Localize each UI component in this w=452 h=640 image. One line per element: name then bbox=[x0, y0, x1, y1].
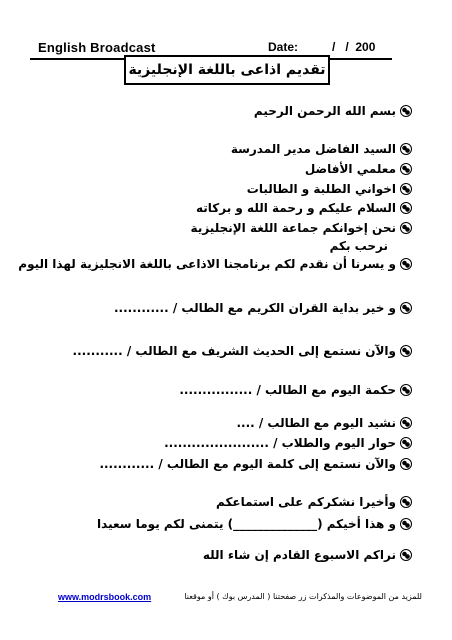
script-line bbox=[18, 255, 412, 273]
globe-bullet-icon bbox=[400, 202, 412, 214]
globe-bullet-icon bbox=[400, 143, 412, 155]
script-line-text: و هذا أخيكم (______________) يتمنى لكم يوما سعيدا bbox=[97, 517, 396, 531]
script-line bbox=[191, 219, 412, 237]
script-line bbox=[231, 140, 412, 158]
script-line bbox=[179, 381, 412, 399]
globe-bullet-icon bbox=[400, 222, 412, 234]
globe-bullet-icon bbox=[400, 458, 412, 470]
script-line bbox=[247, 180, 412, 198]
globe-bullet-icon bbox=[400, 549, 412, 561]
globe-bullet-icon bbox=[400, 183, 412, 195]
globe-bullet-icon bbox=[400, 258, 412, 270]
script-line-text: اخواني الطلبة و الطالبات bbox=[246, 182, 396, 196]
date-slots: / / 200 bbox=[322, 40, 376, 54]
date-label: Date: bbox=[268, 40, 299, 54]
script-line-text: و خير بداية القران الكريم مع الطالب / ............ bbox=[113, 301, 396, 315]
globe-bullet-icon bbox=[400, 437, 412, 449]
script-line bbox=[164, 434, 412, 452]
script-line bbox=[305, 160, 412, 178]
globe-bullet-icon bbox=[400, 417, 412, 429]
script-line-text: وأخيرا نشكركم على استماعكم bbox=[216, 495, 396, 509]
globe-bullet-icon bbox=[400, 345, 412, 357]
script-line-text: نشيد اليوم مع الطالب / .... bbox=[236, 416, 396, 430]
script-line-text: والآن نستمع إلى الحديث الشريف مع الطالب / ........... bbox=[72, 344, 396, 358]
script-line-text: السيد الفاضل مدير المدرسة bbox=[230, 142, 396, 156]
globe-bullet-icon bbox=[400, 163, 412, 175]
script-line bbox=[203, 546, 412, 564]
globe-bullet-icon bbox=[400, 302, 412, 314]
script-line bbox=[216, 493, 412, 511]
script-line bbox=[236, 414, 412, 432]
script-line-text: نرحب بكم bbox=[329, 239, 388, 253]
script-line-text: نراكم الاسبوع القادم إن شاء الله bbox=[202, 548, 396, 562]
script-line-text: والآن نستمع إلى كلمة اليوم مع الطالب / ............ bbox=[99, 457, 396, 471]
script-line bbox=[196, 199, 412, 217]
script-line-text: معلمي الأفاضل bbox=[304, 162, 396, 176]
english-title: English Broadcast bbox=[38, 40, 156, 55]
globe-bullet-icon bbox=[400, 496, 412, 508]
website-link[interactable]: www.modrsbook.com bbox=[58, 592, 152, 602]
footer-note: للمزيد من الموضوعات والمذكرات زر صفحتنا ( المدرس بوك ) أو موقعنا bbox=[184, 592, 422, 601]
script-line bbox=[73, 342, 412, 360]
script-line-text: بسم الله الرحمن الرحيم bbox=[253, 104, 396, 118]
script-line-text: و يسرنا أن نقدم لكم برنامجنا الاذاعى باللغة الانجليزية لهذا اليوم bbox=[18, 257, 396, 271]
script-line bbox=[254, 102, 412, 120]
globe-bullet-icon bbox=[400, 105, 412, 117]
footer bbox=[30, 592, 422, 606]
script-line bbox=[114, 299, 412, 317]
script-line bbox=[330, 237, 388, 255]
script-line-text: نحن إخوانكم جماعة اللغة الإنجليزية bbox=[190, 221, 396, 235]
arabic-title: تقديم اذاعى باللغة الإنجليزية bbox=[128, 62, 326, 78]
script-line bbox=[99, 455, 412, 473]
globe-bullet-icon bbox=[400, 384, 412, 396]
script-line-text: حكمة اليوم مع الطالب / ................ bbox=[179, 383, 396, 397]
globe-bullet-icon bbox=[400, 518, 412, 530]
script-line-text: السلام عليكم و رحمة الله و بركاته bbox=[195, 201, 396, 215]
script-line bbox=[97, 515, 412, 533]
script-line-text: حوار اليوم والطلاب / ....................... bbox=[164, 436, 396, 450]
